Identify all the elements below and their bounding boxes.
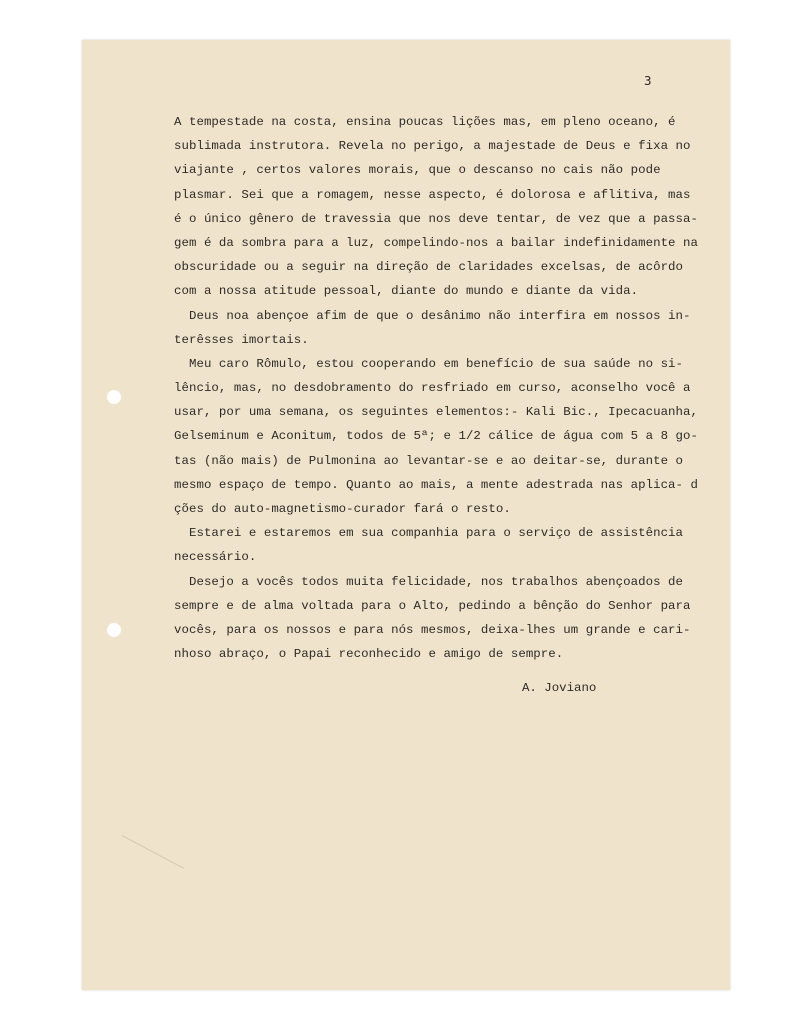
punch-hole bbox=[107, 623, 121, 637]
text-line: usar, por uma semana, os seguintes elementos:- Kali Bic., Ipecacuanha, bbox=[174, 405, 698, 420]
text-line: lêncio, mas, no desdobramento do resfriado em curso, aconselho você a bbox=[174, 381, 691, 396]
text-line: Desejo a vocês todos muita felicidade, nos trabalhos abençoados de bbox=[174, 574, 684, 589]
text-line: terêsses imortais. bbox=[174, 332, 309, 347]
text-line: viajante , certos valores morais, que o descanso no cais não pode bbox=[174, 163, 661, 178]
text-line: sempre e de alma voltada para o Alto, pedindo a bênção do Senhor para bbox=[174, 598, 691, 613]
signature: A. Joviano bbox=[522, 681, 597, 695]
text-line: A tempestade na costa, ensina poucas lições mas, em pleno oceano, é bbox=[174, 115, 676, 129]
text-line: é o único gênero de travessia que nos deve tentar, de vez que a passa- bbox=[174, 211, 698, 226]
text-line: Gelseminum e Aconitum, todos de 5ª; e 1/2 cálice de água com 5 a 8 go- bbox=[174, 429, 698, 444]
text-line: mesmo espaço de tempo. Quanto ao mais, a mente adestrada nas aplica- d bbox=[174, 477, 698, 492]
text-line: tas (não mais) de Pulmonina ao levantar-se e ao deitar-se, durante o bbox=[174, 453, 684, 468]
text-line: necessário. bbox=[174, 550, 257, 565]
text-line: vocês, para os nossos e para nós mesmos, deixa-lhes um grande e cari- bbox=[174, 622, 691, 637]
text-line: com a nossa atitude pessoal, diante do mundo e diante da vida. bbox=[174, 284, 639, 299]
letter-body bbox=[174, 110, 734, 666]
paper-sheet bbox=[82, 40, 730, 990]
text-line: obscuridade ou a seguir na direção de claridades excelsas, de acôrdo bbox=[174, 260, 684, 275]
paper-crease bbox=[122, 835, 184, 869]
text-line: gem é da sombra para a luz, compelindo-nos a bailar indefinidamente na bbox=[174, 235, 698, 250]
page-number: 3 bbox=[644, 73, 652, 88]
text-line: Deus noa abençoe afim de que o desânimo não interfira em nossos in- bbox=[174, 308, 691, 323]
punch-hole bbox=[107, 390, 121, 404]
text-line: Estarei e estaremos em sua companhia para o serviço de assistência bbox=[174, 526, 684, 541]
text-line: nhoso abraço, o Papai reconhecido e amigo de sempre. bbox=[174, 647, 564, 662]
text-line: ções do auto-magnetismo-curador fará o resto. bbox=[174, 502, 511, 516]
text-line: Meu caro Rômulo, estou cooperando em benefício de sua saúde no si- bbox=[174, 356, 684, 371]
text-line: plasmar. Sei que a romagem, nesse aspecto, é dolorosa e aflitiva, mas bbox=[174, 187, 691, 202]
text-line: sublimada instrutora. Revela no perigo, a majestade de Deus e fixa no bbox=[174, 139, 691, 154]
